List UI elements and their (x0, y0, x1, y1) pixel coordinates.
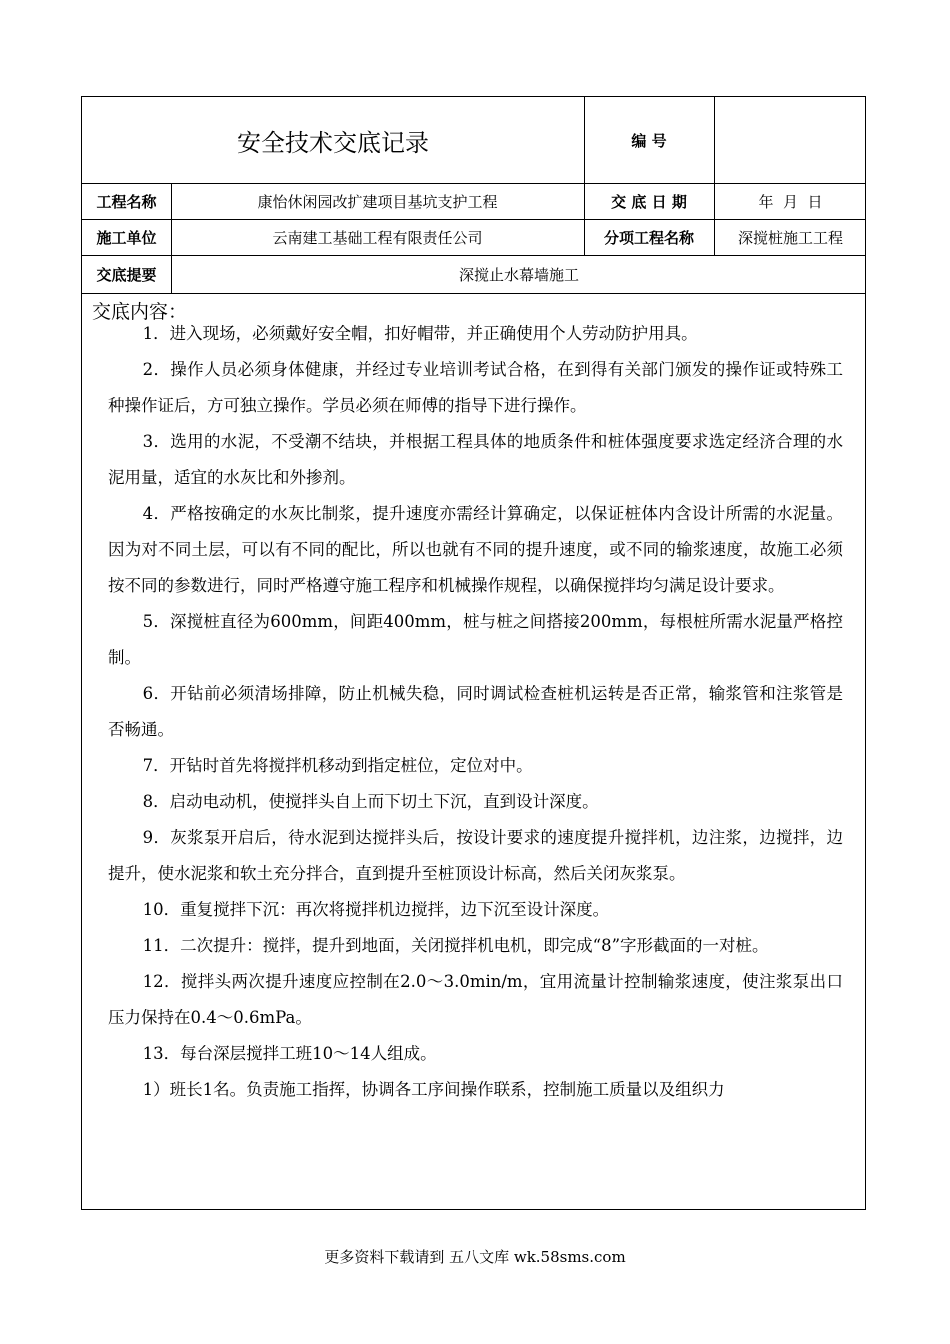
disclosure-content (108, 316, 843, 1108)
summary-label: 交底提要 (96, 265, 157, 284)
date-label: 交 底 日 期 (611, 192, 687, 211)
project-name-label: 工程名称 (96, 192, 157, 211)
sub-project-label: 分项工程名称 (603, 228, 694, 247)
content-paragraph: 10．重复搅拌下沉：再次将搅拌机边搅拌，边下沉至设计深度。 (142, 900, 610, 919)
row-divider (82, 293, 865, 294)
content-paragraph: 1．进入现场，必须戴好安全帽，扣好帽带，并正确使用个人劳动防护用具。 (142, 324, 698, 343)
content-paragraph: 13．每台深层搅拌工班10～14人组成。 (142, 1044, 437, 1063)
content-paragraph: 8．启动电动机，使搅拌头自上而下切土下沉，直到设计深度。 (142, 792, 599, 811)
content-paragraph: 12．搅拌头两次提升速度应控制在2.0～3.0min/m，宜用流量计控制输浆速度，使注浆泵出口压力保持在0.4～0.6mPa。 (108, 972, 843, 1027)
content-paragraph: 4．严格按确定的水灰比制浆，提升速度亦需经计算确定，以保证桩体内含设计所需的水泥量。因为对不同土层，可以有不同的配比，所以也就有不同的提升速度，或不同的输浆速度，故施工必须按不同的参数进行，同时严格遵守施工程序和机械操作规程，以确保搅拌均匀满足设计要求。 (108, 504, 843, 595)
safety-disclosure-form (81, 96, 866, 1210)
content-paragraph: 7．开钻时首先将搅拌机移动到指定桩位，定位对中。 (142, 756, 533, 775)
summary-value: 深搅止水幕墙施工 (458, 265, 579, 284)
project-name-value: 康怡休闲园改扩建项目基坑支护工程 (257, 192, 498, 211)
footer-note: 更多资料下载请到 五八文库 wk.58sms.com (324, 1248, 626, 1266)
construction-unit-label: 施工单位 (96, 228, 157, 247)
form-title: 安全技术交底记录 (237, 128, 429, 157)
content-paragraph: 9．灰浆泵开启后，待水泥到达搅拌头后，按设计要求的速度提升搅拌机，边注浆，边搅拌，边提升，使水泥浆和软土充分拌合，直到提升至桩顶设计标高，然后关闭灰浆泵。 (108, 828, 843, 883)
content-paragraph: 6．开钻前必须清场排障，防止机械失稳，同时调试检查桩机运转是否正常，输浆管和注浆管是否畅通。 (108, 684, 843, 739)
content-heading: 交底内容： (92, 301, 188, 323)
content-paragraph: 5．深搅桩直径为600mm，间距400mm，桩与桩之间搭接200mm，每根桩所需水泥量严格控制。 (108, 612, 843, 667)
content-paragraph: 2．操作人员必须身体健康，并经过专业培训考试合格，在到得有关部门颁发的操作证或特殊工种操作证后，方可独立操作。学员必须在师傅的指导下进行操作。 (108, 360, 843, 415)
date-value: 年 月 日 (758, 192, 823, 211)
content-paragraph: 1）班长1名。负责施工指挥，协调各工序间操作联系，控制施工质量以及组织力 (142, 1080, 725, 1099)
sub-project-value: 深搅桩施工工程 (737, 228, 843, 247)
number-field[interactable] (714, 97, 867, 183)
content-paragraph: 11．二次提升：搅拌，提升到地面，关闭搅拌机电机，即完成“8”字形截面的一对桩。 (142, 936, 769, 955)
number-label: 编 号 (631, 131, 667, 150)
construction-unit-value: 云南建工基础工程有限责任公司 (272, 228, 483, 247)
content-paragraph: 3．选用的水泥，不受潮不结块，并根据工程具体的地质条件和桩体强度要求选定经济合理的水泥用量，适宜的水灰比和外掺剂。 (108, 432, 843, 487)
